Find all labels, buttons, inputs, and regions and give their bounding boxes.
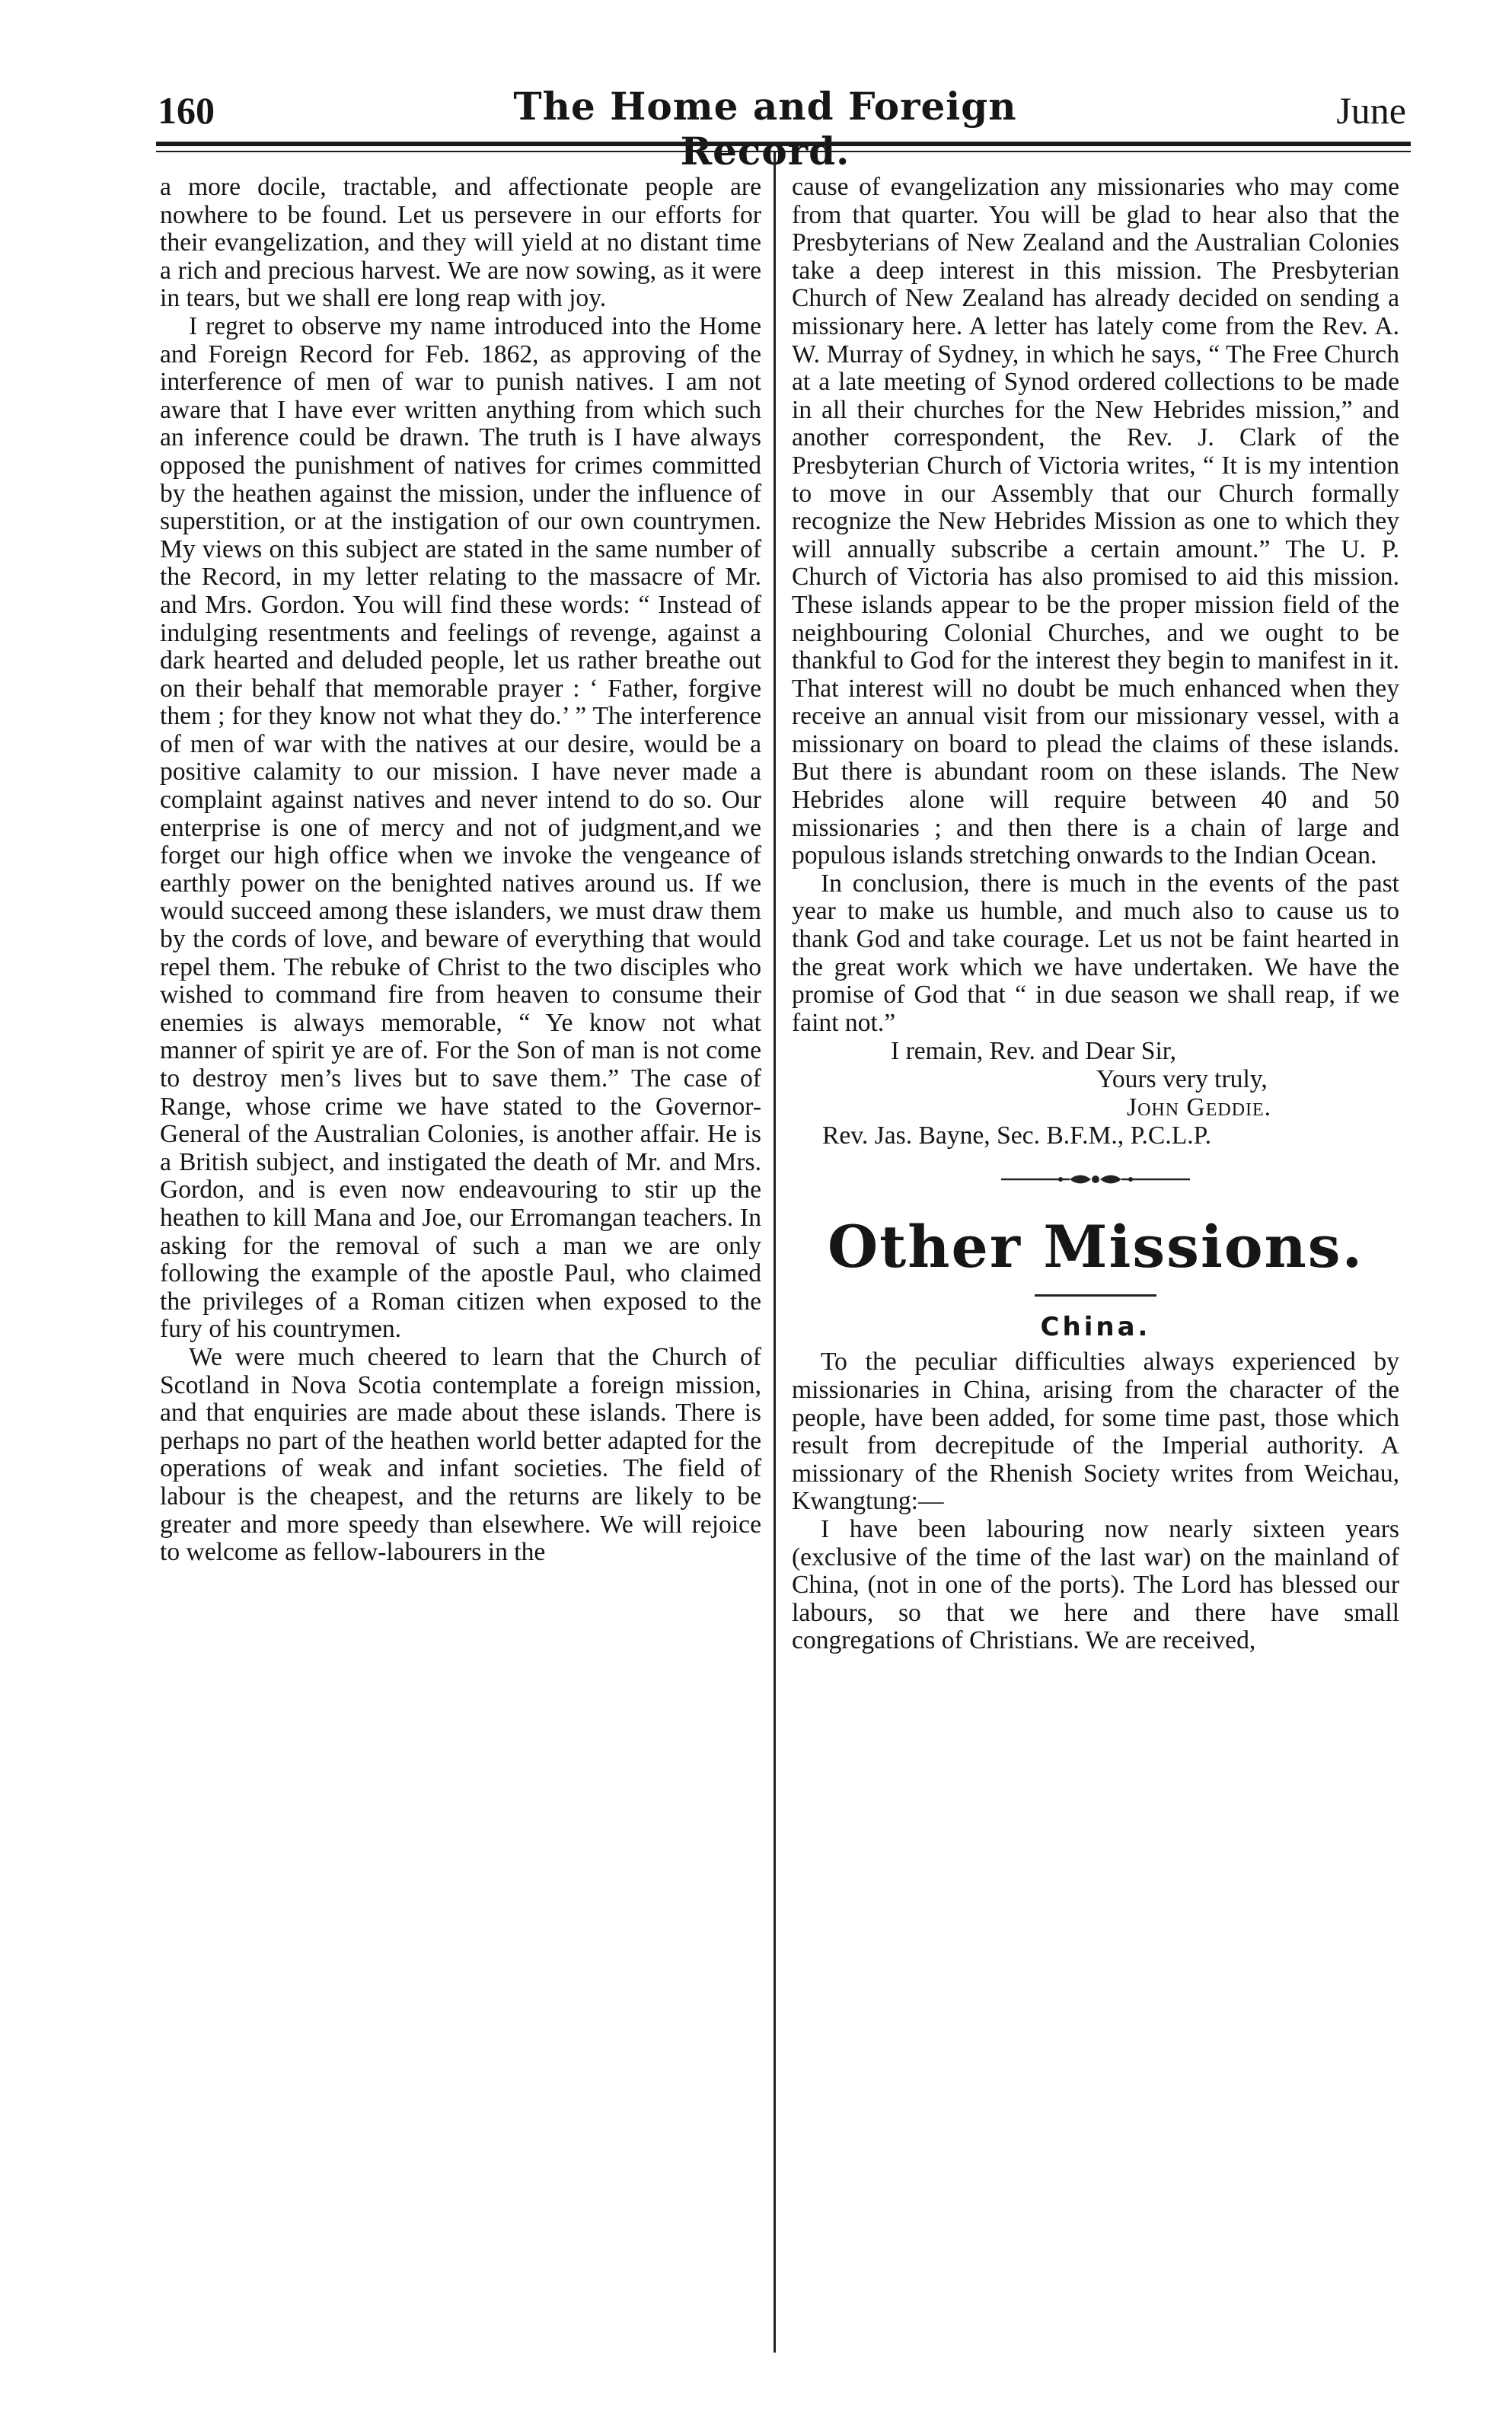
- paragraph: We were much cheered to learn that the Church of Scotland in Nova Scotia contemplate a foreign mission, and that enquiries are made about these islands. There is perhaps no part of the heathen world better adapted for the operations of weak and infant societies. The field of labour is the cheapest, and the returns are likely to be greater and more speedy than elsewhere. We will rejoice to welcome as fellow-labourers in the: [160, 1342, 761, 1567]
- right-column: [792, 174, 1399, 2366]
- subheading: China.: [1040, 1312, 1151, 1343]
- paragraph: In conclusion, there is much in the events of the past year to make us humble, and much also to cause us to thank God and take courage. Let us not be faint hearted in the great work which we have undertaken. We have the promise of God that “ in due season we shall reap, if we faint not.”: [792, 869, 1399, 1037]
- closing-yours: Yours very truly,: [1096, 1065, 1268, 1094]
- heading-rule: [1035, 1294, 1156, 1297]
- header-rule: [156, 142, 1411, 146]
- letter-closing: [792, 1037, 1399, 1150]
- paragraph: I regret to observe my name introduced into the Home and Foreign Record for Feb. 1862, as approving of the interference of men of war to punish natives. I am not aware that I have ever written anything from which such an inference could be drawn. The truth is I have always opposed the punishment of natives for crimes committed by the heathen against the mission, under the influence of superstition, or at the instigation of our own countrymen. My views on this subject are stated in the same number of the Record, in my letter relating to the massacre of Mr. and Mrs. Gordon. You will find these words: “ Instead of indulging resentments and feelings of revenge, against a dark hearted and deluded people, let us rather breathe out on their behalf that memorable prayer : ‘ Father, forgive them ; for they know not what they do.’ ” The interference of men of war with the natives at our desire, would be a positive calamity to our mission. I have never made a complaint against natives and never intend to do so. Our enterprise is one of mercy and not of judgment,and we forget our high office when we invoke the vengeance of earthly power on the benighted natives around us. If we would succeed among these islanders, we must draw them by the cords of love, and beware of everything that would repel them. The rebuke of Christ to the two disciples who wished to command fire from heaven to consume their enemies is always memorable, “ Ye know not what manner of spirit ye are of. For the Son of man is not come to destroy men’s lives but to save them.” The case of Range, whose crime we have stated to the Governor-General of the Australian Colonies, is another affair. He is a British subject, and instigated the death of Mr. and Mrs. Gordon, and is even now endeavouring to stir up the heathen to kill Mana and Joe, our Erromangan teachers. In asking for the removal of such a man we are only following the example of the apostle Paul, who claimed the privileges of a Roman citizen when exposed to the fury of his countrymen.: [160, 311, 761, 1344]
- section-heading: Other Missions.: [827, 1213, 1364, 1281]
- paragraph: To the peculiar difficulties always experienced by missionaries in China, arising from the character of the people, have been added, for some time past, those which result from decrepitude of the Imperial authority. A missionary of the Rhenish Society writes from Weichau, Kwangtung:—: [792, 1348, 1399, 1516]
- page-number: 160: [158, 89, 215, 132]
- addressee: Rev. Jas. Bayne, Sec. B.F.M., P.C.L.P.: [822, 1121, 1211, 1150]
- left-column: [160, 174, 761, 2366]
- closing-remain: I remain, Rev. and Dear Sir,: [891, 1037, 1177, 1066]
- paragraph: I have been labouring now nearly sixteen years (exclusive of the time of the last war) on the mainland of China, (not in one of the ports). The Lord has blessed our labours, so that we here and there have small congregations of Christians. We are received,: [792, 1514, 1399, 1655]
- running-header: [156, 82, 1411, 174]
- paragraph: a more docile, tractable, and affectionate people are nowhere to be found. Let us persevere in our efforts for their evangelization, and they will yield at no distant time a rich and precious harvest. We are now sowing, as it were in tears, but we shall ere long reap with joy.: [160, 173, 761, 313]
- ornament-divider-icon: [792, 1169, 1399, 1189]
- journal-title: The Home and Foreign Record.: [513, 84, 1017, 174]
- signature: John Geddie.: [1127, 1093, 1272, 1122]
- column-divider: [774, 152, 776, 2353]
- paragraph: cause of evangelization any missionaries who may come from that quarter. You will be glad to hear also that the Presbyterians of New Zealand and the Australian Colonies take a deep interest in this mission. The Presbyterian Church of New Zealand has already decided on sending a missionary here. A letter has lately come from the Rev. A. W. Murray of Sydney, in which he says, “ The Free Church at a late meeting of Synod ordered collections to be made in all their churches for the New Hebrides mission,” and another correspondent, the Rev. J. Clark of the Presbyterian Church of Victoria writes, “ It is my intention to move in our Assembly that our Church formally recognize the New Hebrides Mission as one to which they will annually subscribe a certain amount.” The U. P. Church of Victoria has also promised to aid this mission. These islands appear to be the proper mission field of the neighbouring Colonial Churches, and we ought to be thankful to God for the interest they begin to manifest in it. That interest will no doubt be much enhanced when they receive an annual visit from our missionary vessel, with a missionary on board to plead the claims of these islands. But there is abundant room on these islands. The New Hebrides alone will require between 40 and 50 missionaries ; and then there is a chain of large and populous islands stretching onwards to the Indian Ocean.: [792, 173, 1399, 870]
- issue-month: June: [1336, 89, 1406, 132]
